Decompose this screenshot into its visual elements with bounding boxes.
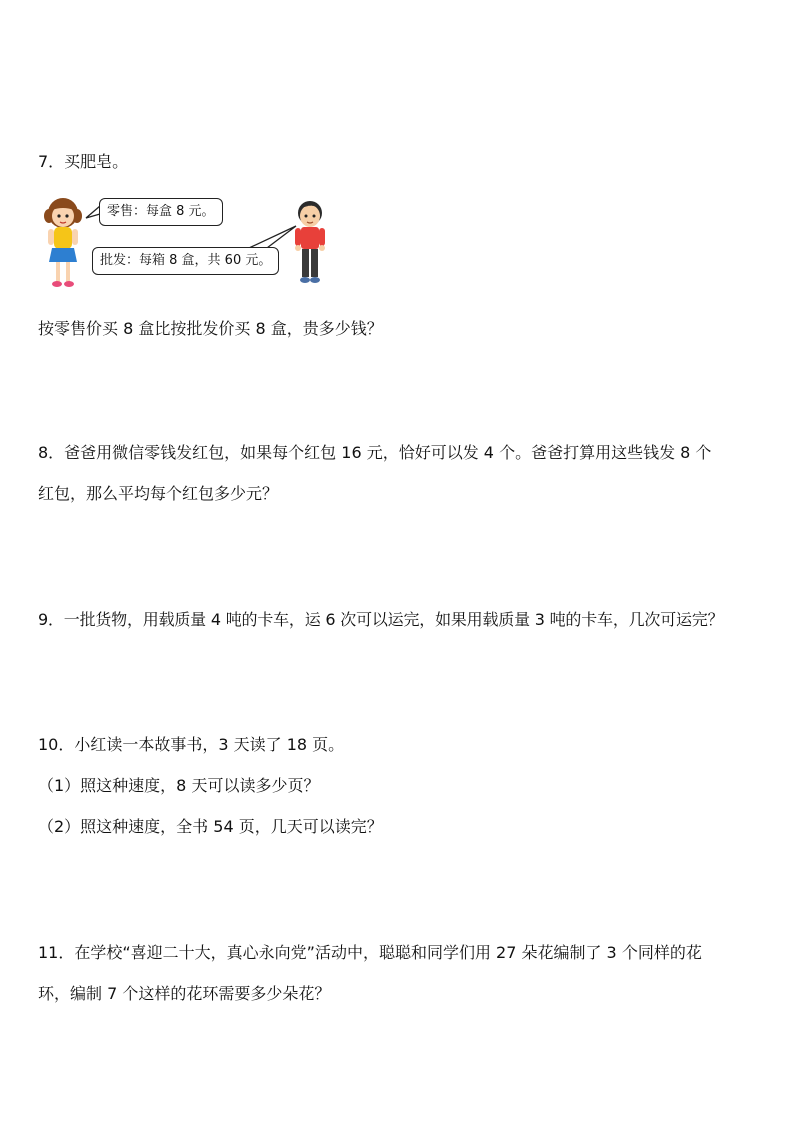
boy-illustration: [288, 198, 332, 288]
q10-line1: 10．小红读一本故事书，3 天读了 18 页。: [38, 735, 345, 754]
speech-bubble-retail: [99, 198, 223, 226]
q11-line1: 11．在学校“喜迎二十大，真心永向党”活动中，聪聪和同学们用 27 朵花编制了 3 个同样的花: [38, 943, 702, 962]
q10-sub2: （2）照这种速度，全书 54 页，几天可以读完？: [38, 817, 383, 836]
q7-title: 7．买肥皂。: [38, 152, 129, 171]
girl-illustration: [40, 196, 86, 292]
q8-line1: 8．爸爸用微信零钱发红包，如果每个红包 16 元，恰好可以发 4 个。爸爸打算用这些钱发 8 个: [38, 443, 712, 462]
q11-line2: 环，编制 7 个这样的花环需要多少朵花？: [38, 984, 331, 1003]
retail-price-text: 零售：每盒 8 元。: [107, 204, 215, 219]
q9-line1: 9．一批货物，用载质量 4 吨的卡车，运 6 次可以运完，如果用载质量 3 吨的卡车，几次可运完？: [38, 610, 724, 629]
wholesale-price-text: 批发：每箱 8 盒，共 60 元。: [100, 253, 272, 268]
q7-question: 按零售价买 8 盒比按批发价买 8 盒，贵多少钱？: [38, 319, 383, 338]
q8-line2: 红包，那么平均每个红包多少元？: [38, 484, 279, 503]
q10-sub1: （1）照这种速度，8 天可以读多少页？: [38, 776, 320, 795]
speech-bubble-wholesale: [92, 247, 279, 275]
